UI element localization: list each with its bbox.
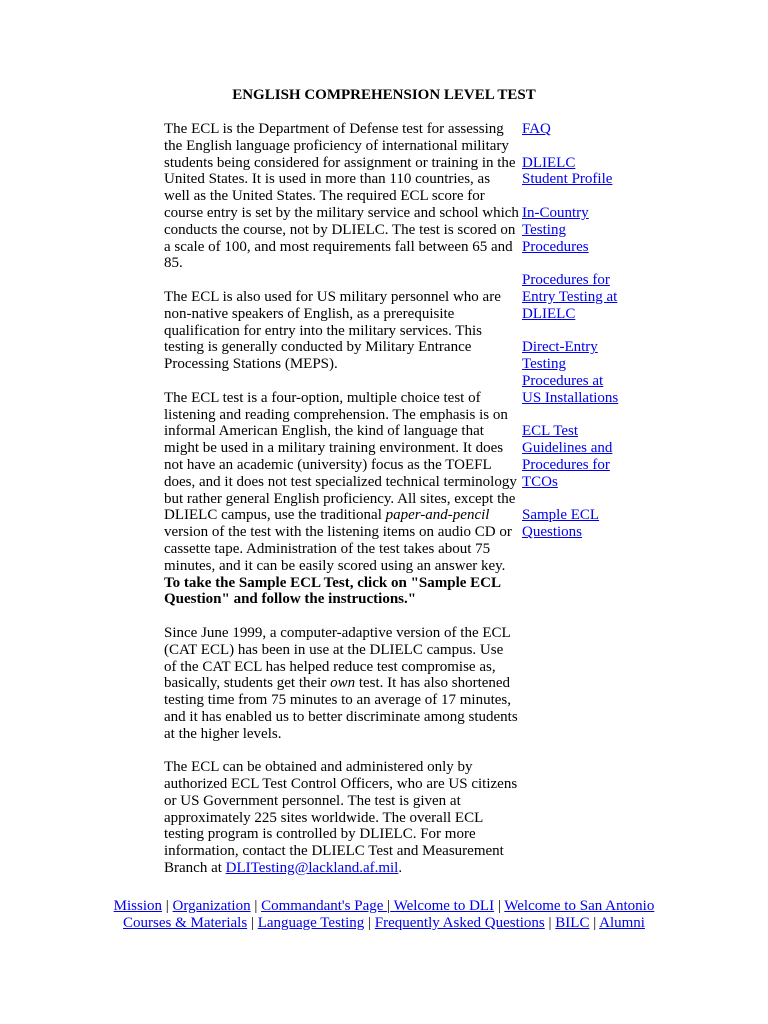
paragraph-cat-ecl bbox=[164, 625, 519, 743]
paragraph-purpose: The ECL is the Department of Defense test for assessing the English language proficiency of international military students being considered for assignment or training in the United States. It is used in more than 110 countries, as well as the United States. The required ECL score for course entry is set by the military service and school which conducts the course, not by DLIELC. The test is scored on a scale of 100, and most requirements fall between 65 and 85. bbox=[164, 121, 519, 272]
separator: | bbox=[162, 898, 173, 914]
footer-link-faq[interactable]: Frequently Asked Questions bbox=[374, 914, 545, 931]
footer-link-language-testing[interactable]: Language Testing bbox=[257, 914, 365, 931]
sidebar-links bbox=[522, 121, 622, 558]
footer-link-mission[interactable]: Mission bbox=[113, 898, 163, 914]
footer-link-san-antonio[interactable]: Welcome to San Antonio bbox=[504, 898, 655, 914]
link-entry-testing-dlielc[interactable]: Procedures for Entry Testing at DLIELC bbox=[522, 272, 618, 322]
paragraph-meps: The ECL is also used for US military personnel who are non-native speakers of English, as a prerequisite qualification for entry into the military services. This testing is generally conducted by Military Entrance Processing Stations (MEPS). bbox=[164, 288, 501, 373]
footer-link-welcome-dli[interactable]: Welcome to DLI bbox=[390, 898, 495, 914]
paragraph-test-format bbox=[164, 390, 519, 608]
email-link[interactable]: DLITesting@lackland.af.mil bbox=[225, 860, 399, 877]
footer-row-2 bbox=[0, 915, 768, 932]
text-span: The ECL test is a four-option, multiple choice test of listening and reading comprehension. The emphasis is on informal American English, the kind of language that might be used in a military training environment. It does not have an academic (university) focus as the TOEFL does, and it does not test specialized technical terminology but rather general English proficiency. All sites, except the DLIELC campus, use the traditional bbox=[164, 389, 517, 524]
footer-link-alumni[interactable]: Alumni bbox=[599, 914, 645, 931]
text-span: version of the test with the listening items on audio CD or cassette tape. Administration of the test takes about 75 minutes, and it can be easily scored using an answer key. bbox=[164, 524, 512, 574]
main-content bbox=[164, 121, 519, 894]
paragraph-contact bbox=[164, 759, 519, 877]
footer-row-1: Mission | Organization | Commandant's Page | Welcome to DLI | Welcome to San Antonio bbox=[113, 898, 655, 914]
link-in-country-testing[interactable]: In-Country Testing Procedures bbox=[522, 204, 589, 255]
footer-link-courses[interactable]: Courses & Materials bbox=[123, 914, 248, 931]
text-span: test. It has also shortened testing time from 75 minutes to an average of 17 minutes, and it has enabled us to better discriminate among students at the higher levels. bbox=[164, 675, 518, 742]
text-span: Since June 1999, a computer-adaptive version of the ECL (CAT ECL) has been in use at the DLIELC campus. Use of the CAT ECL has helped reduce test compromise as, basically, students get their bbox=[164, 624, 511, 692]
link-sample-questions[interactable]: Sample ECL Questions bbox=[522, 507, 600, 541]
separator: | bbox=[544, 914, 556, 931]
separator: | bbox=[364, 914, 375, 931]
bold-instruction: To take the Sample ECL Test, click on "Sample ECL Question" and follow the instructions." bbox=[164, 574, 501, 608]
separator: | bbox=[494, 898, 505, 914]
footer-link-organization[interactable]: Organization bbox=[172, 898, 251, 914]
link-ecl-guidelines[interactable]: ECL Test Guidelines and Procedures for TCOs bbox=[522, 423, 613, 490]
page-title: ENGLISH COMPREHENSION LEVEL TEST bbox=[232, 87, 536, 103]
text-span: . bbox=[398, 860, 403, 877]
link-faq[interactable]: FAQ bbox=[522, 121, 551, 137]
separator: | bbox=[589, 914, 600, 931]
separator: | bbox=[250, 898, 262, 914]
italic-text: paper-and-pencil bbox=[385, 507, 490, 524]
separator: | bbox=[247, 914, 258, 931]
link-student-profile[interactable]: DLIELC Student Profile bbox=[522, 154, 613, 188]
footer-nav bbox=[0, 898, 768, 932]
text-span: The ECL can be obtained and administered only by authorized ECL Test Control Officers, who are US citizens or US Government personnel. The test is given at approximately 225 sites worldwide. The overall ECL testing program is controlled by DLIELC. For more information, contact the DLIELC Test and Measurement Branch at bbox=[164, 759, 518, 877]
italic-text: own bbox=[330, 675, 356, 692]
link-direct-entry-testing[interactable]: Direct-Entry Testing Procedures at US Installations bbox=[522, 339, 619, 406]
footer-link-bilc[interactable]: BILC bbox=[555, 914, 590, 931]
footer-link-commandant[interactable]: Commandant's Page bbox=[261, 898, 388, 914]
